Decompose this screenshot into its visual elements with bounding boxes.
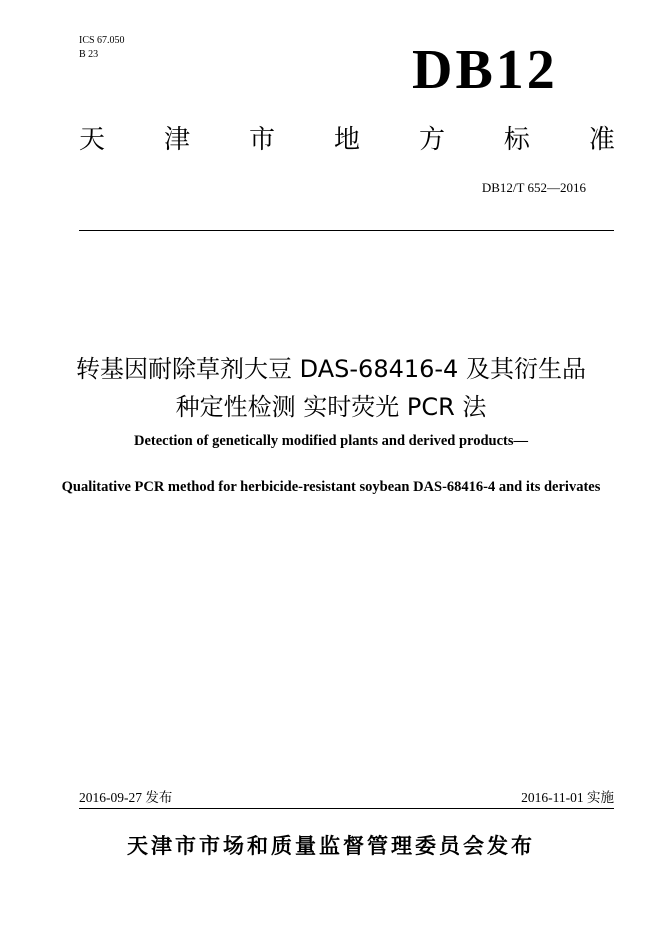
footer-divider <box>79 808 614 809</box>
standard-type-char: 天 <box>79 125 106 155</box>
issue-date: 2016-09-27 发布 <box>79 790 173 805</box>
standard-type-char: 标 <box>503 125 530 155</box>
standard-number: DB12/T 652—2016 <box>481 180 586 195</box>
header-divider <box>79 230 614 231</box>
implementation-date: 2016-11-01 实施 <box>521 790 614 805</box>
standard-type-char: 方 <box>418 125 445 155</box>
title-chinese-line-2: 种定性检测 实时荧光 PCR 法 <box>175 393 487 421</box>
classification-codes <box>79 34 125 62</box>
standard-type-char: 市 <box>248 125 275 155</box>
issuing-authority: 天津市市场和质量监督管理委员会发布 <box>127 834 535 858</box>
standard-logo: DB12 <box>412 39 558 101</box>
title-english-line-1: Detection of genetically modified plants and derived products— <box>133 433 529 449</box>
standard-type-char: 津 <box>163 125 190 155</box>
standard-type-char: 准 <box>588 125 615 155</box>
ics-code: ICS 67.050 <box>79 35 125 46</box>
title-chinese-line-1: 转基因耐除草剂大豆 DAS-68416-4 及其衍生品 <box>76 355 586 383</box>
standard-type <box>79 124 615 156</box>
title-english-line-2: Qualitative PCR method for herbicide-resistant soybean DAS-68416-4 and its derivates <box>61 479 601 495</box>
ccs-code: B 23 <box>79 49 99 60</box>
standard-type-char: 地 <box>333 125 360 155</box>
